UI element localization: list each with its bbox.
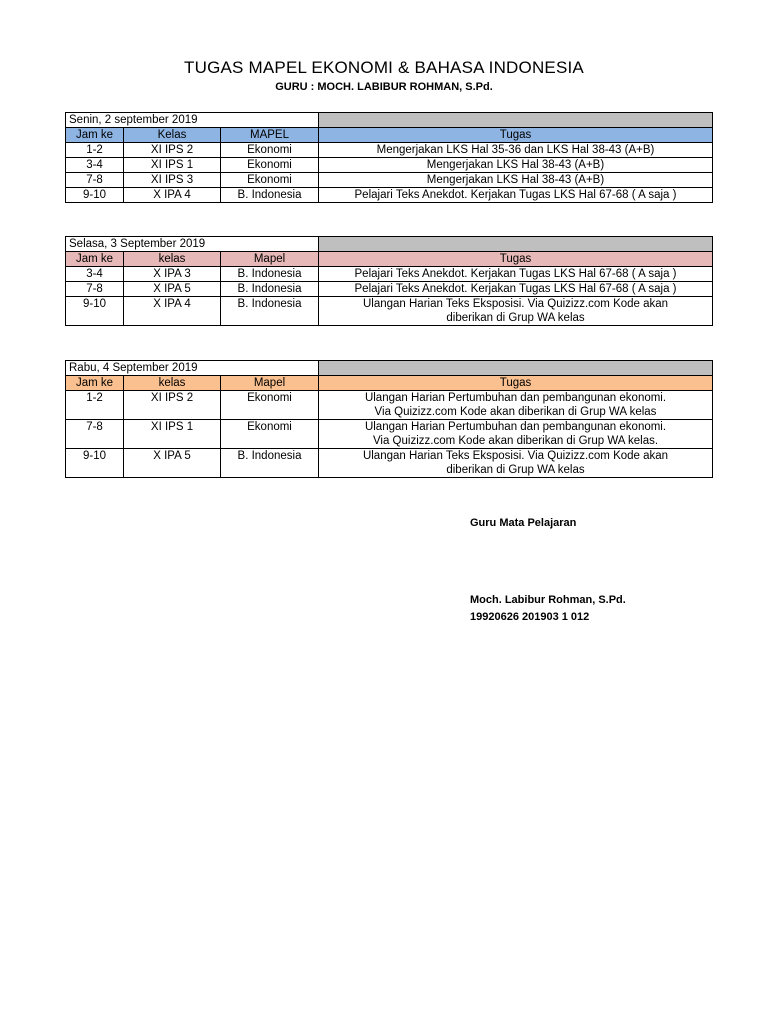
cell-kelas: X IPA 3 [124,267,221,282]
cell-kelas: X IPA 5 [124,282,221,297]
cell-mapel: Ekonomi [221,158,319,173]
cell-mapel: Ekonomi [221,391,319,420]
header-filler [319,237,713,252]
tugas-line-1: Ulangan Harian Teks Eksposisi. Via Quizizz.com Kode akan [362,298,669,310]
cell-jam: 1-2 [66,143,124,158]
cell-kelas: XI IPS 1 [124,158,221,173]
cell-jam: 7-8 [66,420,124,449]
table-row [66,188,713,203]
table-row [66,391,713,420]
cell-mapel: B. Indonesia [221,297,319,326]
col-header-kelas: Kelas [124,128,221,143]
cell-jam: 7-8 [66,173,124,188]
table-header-row [66,252,713,267]
table-row [66,420,713,449]
tugas-line-2: diberikan di Grup WA kelas [446,312,585,324]
signature-nip: 19920626 201903 1 012 [470,611,590,623]
col-header-mapel: Mapel [221,252,319,267]
cell-mapel: B. Indonesia [221,188,319,203]
cell-tugas: Mengerjakan LKS Hal 38-43 (A+B) [319,158,713,173]
cell-kelas: X IPA 4 [124,297,221,326]
cell-kelas: XI IPS 2 [124,143,221,158]
table-row [66,282,713,297]
cell-kelas: X IPA 4 [124,188,221,203]
tugas-line-1: Ulangan Harian Pertumbuhan dan pembangunan ekonomi. [364,392,667,404]
cell-jam: 9-10 [66,188,124,203]
cell-tugas: Mengerjakan LKS Hal 38-43 (A+B) [319,173,713,188]
cell-mapel: Ekonomi [221,173,319,188]
tugas-line-2: Via Quizizz.com Kode akan diberikan di Grup WA kelas. [372,435,659,447]
tugas-line-2: diberikan di Grup WA kelas [446,464,585,476]
header-filler [319,113,713,128]
tugas-line-2: Via Quizizz.com Kode akan diberikan di Grup WA kelas [374,406,657,418]
signature-role: Guru Mata Pelajaran [470,517,577,529]
col-header-mapel: MAPEL [221,128,319,143]
schedule-table-senin [65,112,713,203]
col-header-kelas: kelas [124,252,221,267]
table-row [66,158,713,173]
teacher-subtitle: GURU : MOCH. LABIBUR ROHMAN, S.Pd. [275,81,493,93]
cell-tugas [319,297,713,326]
cell-jam: 3-4 [66,158,124,173]
col-header-jam: Jam ke [66,252,124,267]
cell-tugas: Pelajari Teks Anekdot. Kerjakan Tugas LKS Hal 67-68 ( A saja ) [319,188,713,203]
cell-jam: 1-2 [66,391,124,420]
cell-tugas [319,449,713,478]
col-header-kelas: kelas [124,376,221,391]
cell-jam: 9-10 [66,297,124,326]
table-header-row [66,128,713,143]
cell-kelas: X IPA 5 [124,449,221,478]
cell-mapel: Ekonomi [221,143,319,158]
cell-jam: 9-10 [66,449,124,478]
cell-tugas: Pelajari Teks Anekdot. Kerjakan Tugas LKS Hal 67-68 ( A saja ) [319,267,713,282]
cell-tugas: Pelajari Teks Anekdot. Kerjakan Tugas LKS Hal 67-68 ( A saja ) [319,282,713,297]
table-row [66,267,713,282]
cell-mapel: B. Indonesia [221,449,319,478]
cell-kelas: XI IPS 2 [124,391,221,420]
col-header-jam: Jam ke [66,376,124,391]
day-label: Senin, 2 september 2019 [66,113,319,128]
table-row [66,449,713,478]
table-row [66,297,713,326]
tugas-line-1: Ulangan Harian Pertumbuhan dan pembangunan ekonomi. [364,421,667,433]
cell-mapel: B. Indonesia [221,282,319,297]
cell-tugas [319,391,713,420]
cell-kelas: XI IPS 1 [124,420,221,449]
table-header-row [66,376,713,391]
cell-kelas: XI IPS 3 [124,173,221,188]
signature-name: Moch. Labibur Rohman, S.Pd. [470,594,626,606]
col-header-tugas: Tugas [319,128,713,143]
col-header-tugas: Tugas [319,376,713,391]
schedule-table-rabu [65,360,713,478]
col-header-jam: Jam ke [66,128,124,143]
day-label: Rabu, 4 September 2019 [66,361,319,376]
day-label: Selasa, 3 September 2019 [66,237,319,252]
table-row [66,143,713,158]
tugas-line-1: Ulangan Harian Teks Eksposisi. Via Quizizz.com Kode akan [362,450,669,462]
cell-jam: 7-8 [66,282,124,297]
cell-tugas: Mengerjakan LKS Hal 35-36 dan LKS Hal 38-43 (A+B) [319,143,713,158]
table-row [66,173,713,188]
header-filler [319,361,713,376]
cell-tugas [319,420,713,449]
cell-mapel: Ekonomi [221,420,319,449]
cell-mapel: B. Indonesia [221,267,319,282]
cell-jam: 3-4 [66,267,124,282]
schedule-table-selasa [65,236,713,326]
col-header-tugas: Tugas [319,252,713,267]
col-header-mapel: Mapel [221,376,319,391]
document-title: TUGAS MAPEL EKONOMI & BAHASA INDONESIA [184,58,584,77]
